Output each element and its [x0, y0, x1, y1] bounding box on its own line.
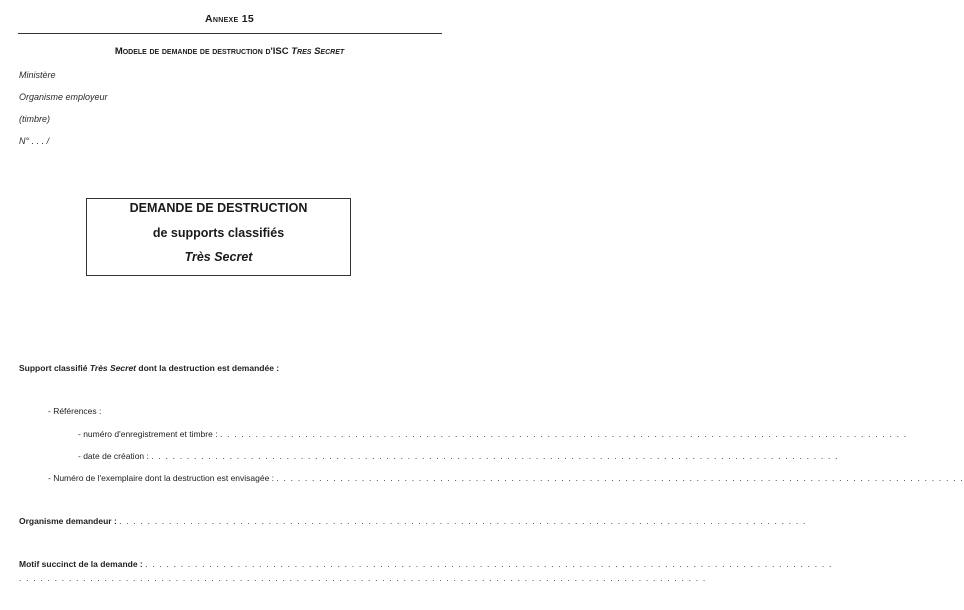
reason-continuation-leader: . . . . . . . . . . . . . . . . . . . . . . . . . . . . . . . . . . . . . . . . . . . . . . . . . . . . . . . . . . . . . . . . . . . . . . . . . . . . . . . . . . . . . . . . . . . . . . . . .	[19, 573, 707, 583]
stamp-field: (timbre)	[19, 114, 50, 124]
title-box-line-1: DEMANDE DE DESTRUCTION	[129, 201, 308, 215]
copy-number-leader: . . . . . . . . . . . . . . . . . . . . . . . . . . . . . . . . . . . . . . . . . . . . . . . . . . . . . . . . . . . . . . . . . . . . . . . . . . . . . . . . . . . . . . . . . . . . . . . . .	[276, 473, 964, 483]
model-title-suffix: Tres Secret	[291, 46, 345, 57]
title-box-line-2: de supports classifiés	[152, 226, 285, 240]
support-heading-prefix: Support classifié	[19, 363, 90, 373]
copy-number-label: - Numéro de l'exemplaire dont la destruction est envisagée :	[48, 473, 275, 483]
annex-title: Annexe 15	[205, 13, 254, 25]
number-field: N° . . . /	[19, 136, 50, 146]
references-label: - Références :	[48, 406, 102, 416]
title-box	[86, 198, 351, 276]
ministry-field: Ministère	[19, 70, 56, 80]
registration-leader: . . . . . . . . . . . . . . . . . . . . . . . . . . . . . . . . . . . . . . . . . . . . . . . . . . . . . . . . . . . . . . . . . . . . . . . . . . . . . . . . . . . . . . . . . . . . . . . . .	[219, 429, 908, 439]
creation-date-leader: . . . . . . . . . . . . . . . . . . . . . . . . . . . . . . . . . . . . . . . . . . . . . . . . . . . . . . . . . . . . . . . . . . . . . . . . . . . . . . . . . . . . . . . . . . . . . . . . .	[151, 451, 839, 461]
support-heading	[19, 363, 279, 373]
support-heading-italic: Très Secret	[89, 363, 137, 373]
reason-row	[19, 559, 833, 569]
registration-label: - numéro d'enregistrement et timbre :	[78, 429, 218, 439]
reason-label: Motif succinct de la demande :	[19, 559, 143, 569]
title-box-line-3: Très Secret	[184, 250, 253, 264]
copy-number-row	[48, 473, 964, 483]
support-heading-suffix: dont la destruction est demandée :	[136, 363, 280, 373]
creation-date-row	[78, 451, 839, 461]
model-title-prefix: Modele de demande de destruction d'ISC	[114, 46, 292, 57]
employer-field: Organisme employeur	[19, 92, 108, 102]
reason-leader: . . . . . . . . . . . . . . . . . . . . . . . . . . . . . . . . . . . . . . . . . . . . . . . . . . . . . . . . . . . . . . . . . . . . . . . . . . . . . . . . . . . . . . . . . . . . . . . . .	[145, 559, 833, 569]
requester-row	[19, 516, 807, 526]
model-title	[0, 46, 459, 57]
reason-continuation-row	[19, 573, 707, 583]
creation-date-label: - date de création :	[78, 451, 149, 461]
registration-row	[78, 429, 908, 439]
requester-label: Organisme demandeur :	[19, 516, 117, 526]
header-rule	[18, 33, 442, 34]
requester-leader: . . . . . . . . . . . . . . . . . . . . . . . . . . . . . . . . . . . . . . . . . . . . . . . . . . . . . . . . . . . . . . . . . . . . . . . . . . . . . . . . . . . . . . . . . . . . . . . . .	[119, 516, 807, 526]
